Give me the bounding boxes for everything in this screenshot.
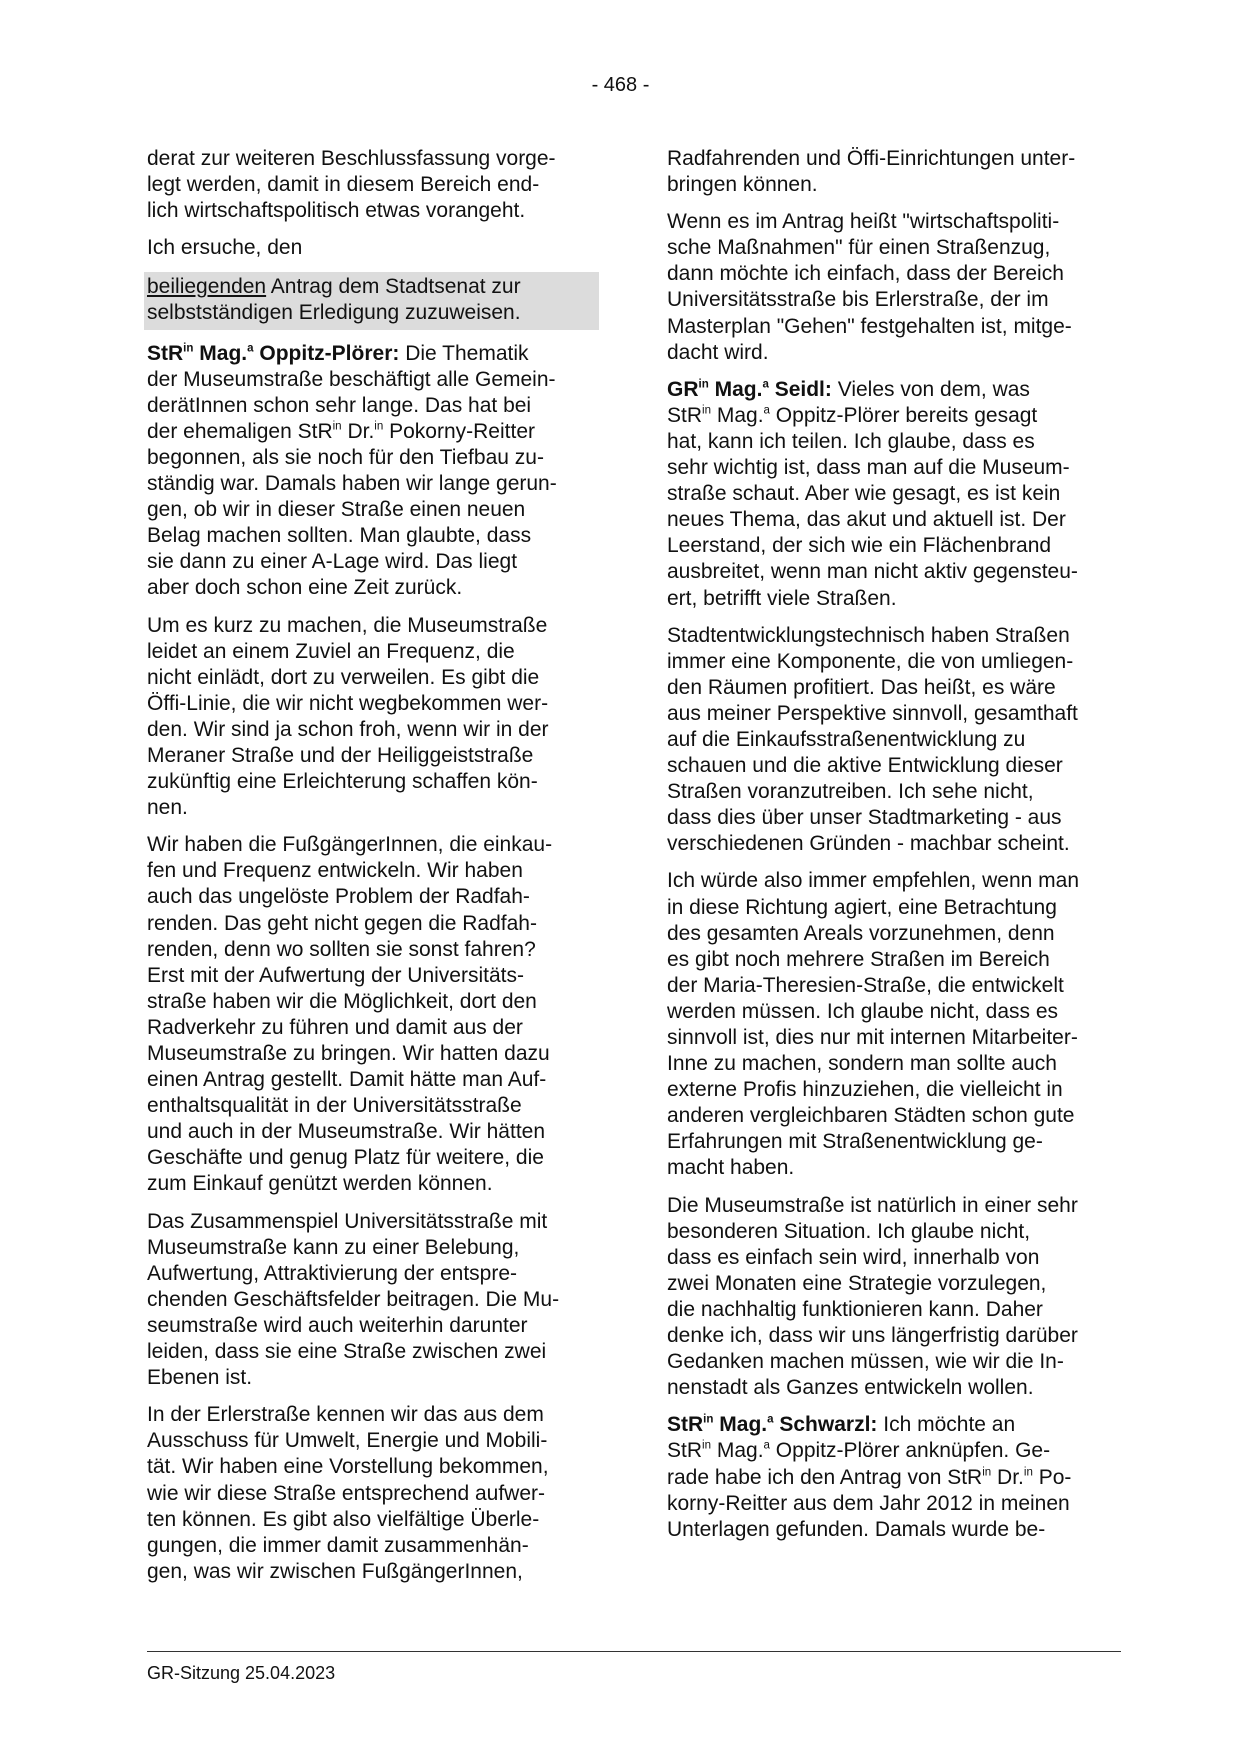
text-line: dann möchte ich einfach, dass der Bereich bbox=[667, 262, 1064, 286]
text-line: in diese Richtung agiert, eine Betrachtung bbox=[667, 895, 1057, 919]
paragraph bbox=[667, 146, 1127, 198]
text-line: sche Maßnahmen" für einen Straßenzug, bbox=[667, 236, 1051, 260]
text-line: renden, denn wo sollten sie sonst fahren? bbox=[147, 937, 536, 961]
text-line: derätInnen schon sehr lange. Das hat bei bbox=[147, 393, 532, 417]
text-line: enthaltsqualität in der Universitätsstraße bbox=[147, 1094, 522, 1118]
text-line: der Maria-Theresien-Straße, die entwickelt bbox=[667, 973, 1064, 997]
text-line: begonnen, als sie noch für den Tiefbau zu- bbox=[147, 445, 544, 469]
text-line: schauen und die aktive Entwicklung dieser bbox=[667, 754, 1063, 778]
text-line: ständig war. Damals haben wir lange gerun- bbox=[147, 472, 557, 496]
text-line: seumstraße wird auch weiterhin darunter bbox=[147, 1313, 528, 1337]
text-line: ten können. Es gibt also vielfältige Überle- bbox=[147, 1507, 540, 1531]
text-line: ert, betrifft viele Straßen. bbox=[667, 586, 897, 610]
footer-divider bbox=[147, 1651, 1121, 1652]
text-line: selbstständigen Erledigung zuzuweisen. bbox=[147, 301, 521, 325]
text-line: StR$^{in}$ Mag.$^a$ Oppitz-Plörer: Die Thematik bbox=[147, 341, 529, 365]
text-line: In der Erlerstraße kennen wir das aus dem bbox=[147, 1403, 544, 1427]
paragraph bbox=[667, 209, 1127, 366]
text-line: nen. bbox=[147, 796, 188, 820]
text-line: der Museumstraße beschäftigt alle Gemein- bbox=[147, 367, 556, 391]
text-line: Universitätsstraße bis Erlerstraße, der im bbox=[667, 288, 1049, 312]
text-line: Öffi-Linie, die wir nicht wegbekommen wer- bbox=[147, 691, 549, 715]
text-line: Wenn es im Antrag heißt "wirtschaftspoliti- bbox=[667, 210, 1060, 234]
text-line: rade habe ich den Antrag von StR$^{in}$ Dr.$^{in}$ Po- bbox=[667, 1465, 1072, 1489]
text-line: Unterlagen gefunden. Damals wurde be- bbox=[667, 1517, 1046, 1541]
text-line: aus meiner Perspektive sinnvoll, gesamthaft bbox=[667, 701, 1078, 725]
text-line: wie wir diese Straße entsprechend aufwer- bbox=[147, 1481, 546, 1505]
text-line: Radverkehr zu führen und damit aus der bbox=[147, 1015, 523, 1039]
text-line: verschiedenen Gründen - machbar scheint. bbox=[667, 832, 1070, 856]
paragraph bbox=[147, 832, 602, 1197]
text-line: externe Profis hinzuziehen, die vielleicht in bbox=[667, 1078, 1063, 1102]
text-line: Belag machen sollten. Man glaubte, dass bbox=[147, 524, 532, 548]
page-number: - 468 - bbox=[591, 74, 650, 96]
text-line: Ich ersuche, den bbox=[147, 236, 303, 260]
footer-session-date: GR-Sitzung 25.04.2023 bbox=[147, 1663, 336, 1683]
text-line: bringen können. bbox=[667, 173, 818, 197]
speaker-name: StR$^{in}$ Mag.$^a$ Oppitz-Plörer: bbox=[147, 341, 400, 365]
text-line: derat zur weiteren Beschlussfassung vorge- bbox=[147, 147, 556, 170]
text-line: StR$^{in}$ Mag.$^a$ Oppitz-Plörer anknüpfen. Ge- bbox=[667, 1439, 1051, 1463]
text-line: Meraner Straße und der Heiliggeiststraße bbox=[147, 743, 534, 767]
text-line: zum Einkauf genützt werden können. bbox=[147, 1172, 493, 1196]
text-line: gen, ob wir in dieser Straße einen neuen bbox=[147, 498, 526, 522]
text-line: legt werden, damit in diesem Bereich end- bbox=[147, 173, 540, 197]
text-line: und auch in der Museumstraße. Wir hätten bbox=[147, 1120, 546, 1144]
speech-paragraph bbox=[667, 377, 1127, 612]
text-line: Ich würde also immer empfehlen, wenn man bbox=[667, 869, 1080, 893]
text-line: besonderen Situation. Ich glaube nicht, bbox=[667, 1219, 1031, 1243]
highlighted-motion bbox=[144, 272, 599, 329]
text-line: Stadtentwicklungstechnisch haben Straßen bbox=[667, 623, 1070, 647]
text-line: dass dies über unser Stadtmarketing - aus bbox=[667, 806, 1062, 830]
text-line: Ausschuss für Umwelt, Energie und Mobili- bbox=[147, 1429, 548, 1453]
text-line: Geschäfte und genug Platz für weitere, die bbox=[147, 1146, 544, 1170]
text-line: Aufwertung, Attraktivierung der entspre- bbox=[147, 1261, 518, 1285]
underlined-word: beiliegenden bbox=[147, 275, 267, 299]
text-line: den. Wir sind ja schon froh, wenn wir in der bbox=[147, 717, 549, 741]
text-line: renden. Das geht nicht gegen die Radfah- bbox=[147, 911, 537, 935]
text-line: chenden Geschäftsfelder beitragen. Die Mu- bbox=[147, 1287, 560, 1311]
text-line: leiden, dass sie eine Straße zwischen zwei bbox=[147, 1340, 547, 1364]
text-line: es gibt noch mehrere Straßen im Bereich bbox=[667, 947, 1050, 971]
paragraph bbox=[147, 1209, 602, 1392]
text-line: macht haben. bbox=[667, 1156, 795, 1180]
text-line: auf die Einkaufsstraßenentwicklung zu bbox=[667, 727, 1026, 751]
paragraph bbox=[147, 235, 602, 261]
text-line: Ebenen ist. bbox=[147, 1366, 253, 1390]
paragraph bbox=[147, 613, 602, 822]
paragraph bbox=[667, 868, 1127, 1181]
text-line: Um es kurz zu machen, die Museumstraße bbox=[147, 613, 548, 637]
text-line: $GR^{in}$ Mag.$^a$ Seidl: Vieles von dem, was bbox=[667, 377, 1030, 401]
speaker-name: $GR^{in}$ Mag.$^a$ Seidl: bbox=[667, 377, 832, 401]
right-column bbox=[667, 146, 1127, 1554]
text-line: fen und Frequenz entwickeln. Wir haben bbox=[147, 859, 523, 883]
text-line: dacht wird. bbox=[667, 340, 769, 364]
text-line: nicht einlädt, dort zu verweilen. Es gibt die bbox=[147, 665, 540, 689]
text-line: zukünftig eine Erleichterung schaffen kön- bbox=[147, 770, 538, 794]
text-line: Das Zusammenspiel Universitätsstraße mit bbox=[147, 1209, 548, 1233]
text-line: tät. Wir haben eine Vorstellung bekommen, bbox=[147, 1455, 549, 1479]
text-line: hat, kann ich teilen. Ich glaube, dass es bbox=[667, 429, 1035, 453]
text-line: den Räumen profitiert. Das heißt, es wäre bbox=[667, 675, 1056, 699]
text-line: gungen, die immer damit zusammenhän- bbox=[147, 1533, 529, 1557]
text-line: Museumstraße zu bringen. Wir hatten dazu bbox=[147, 1042, 550, 1065]
text-line: lich wirtschaftspolitisch etwas vorangeht. bbox=[147, 199, 526, 223]
text-line: denke ich, dass wir uns längerfristig darüber bbox=[667, 1324, 1078, 1348]
text-line: StR$^{in}$ Mag.$^a$ Schwarzl: Ich möchte an bbox=[667, 1413, 1016, 1437]
text-line: straße haben wir die Möglichkeit, dort den bbox=[147, 989, 537, 1013]
text-line: Radfahrenden und Öffi-Einrichtungen unter- bbox=[667, 147, 1076, 170]
text-line: die nachhaltig funktionieren kann. Daher bbox=[667, 1297, 1043, 1321]
text-line: werden müssen. Ich glaube nicht, dass es bbox=[667, 999, 1059, 1023]
text-line: sie dann zu einer A-Lage wird. Das liegt bbox=[147, 550, 518, 574]
text-line: aber doch schon eine Zeit zurück. bbox=[147, 576, 463, 600]
text-line: StR$^{in}$ Mag.$^a$ Oppitz-Plörer bereits gesagt bbox=[667, 403, 1038, 427]
speech-paragraph bbox=[147, 341, 602, 602]
text-line: anderen vergleichbaren Städten schon gute bbox=[667, 1104, 1075, 1128]
text-line: dass es einfach sein wird, innerhalb von bbox=[667, 1245, 1040, 1269]
text-line: sinnvoll ist, dies nur mit internen Mitarbeiter- bbox=[667, 1026, 1078, 1049]
paragraph bbox=[667, 1193, 1127, 1402]
paragraph bbox=[147, 1402, 602, 1585]
paragraph bbox=[667, 623, 1127, 858]
text-line: leidet an einem Zuviel an Frequenz, die bbox=[147, 639, 515, 663]
text-line: Erfahrungen mit Straßenentwicklung ge- bbox=[667, 1130, 1043, 1154]
text-line: korny-Reitter aus dem Jahr 2012 in meinen bbox=[667, 1491, 1070, 1515]
text-line: Erst mit der Aufwertung der Universitäts- bbox=[147, 963, 524, 987]
speaker-name: StR$^{in}$ Mag.$^a$ Schwarzl: bbox=[667, 1413, 878, 1437]
text-line: Leerstand, der sich wie ein Flächenbrand bbox=[667, 534, 1052, 558]
left-column bbox=[147, 146, 602, 1596]
text-line: beiliegenden Antrag dem Stadtsenat zur bbox=[147, 275, 521, 299]
text-line: des gesamten Areals vorzunehmen, denn bbox=[667, 921, 1055, 945]
text-line: Wir haben die FußgängerInnen, die einkau- bbox=[147, 833, 553, 857]
text-line: ausbreitet, wenn man nicht aktiv gegensteu- bbox=[667, 560, 1078, 584]
text-line: zwei Monaten eine Strategie vorzulegen, bbox=[667, 1271, 1047, 1295]
text-line: Masterplan "Gehen" festgehalten ist, mitge- bbox=[667, 314, 1072, 338]
text-line: auch das ungelöste Problem der Radfah- bbox=[147, 885, 530, 909]
speech-paragraph bbox=[667, 1412, 1127, 1542]
paragraph bbox=[147, 146, 602, 224]
text-line: gen, was wir zwischen FußgängerInnen, bbox=[147, 1559, 523, 1583]
text-line: immer eine Komponente, die von umliegen- bbox=[667, 649, 1074, 673]
text-line: Straßen voranzutreiben. Ich sehe nicht, bbox=[667, 780, 1034, 804]
text-line: Inne zu machen, sondern man sollte auch bbox=[667, 1052, 1057, 1076]
text-line: neues Thema, das akut und aktuell ist. Der bbox=[667, 508, 1066, 532]
text-line: straße schaut. Aber wie gesagt, es ist kein bbox=[667, 482, 1061, 506]
text-line: einen Antrag gestellt. Damit hätte man Auf- bbox=[147, 1068, 547, 1092]
text-line: Museumstraße kann zu einer Belebung, bbox=[147, 1235, 520, 1259]
text-line: Gedanken machen müssen, wie wir die In- bbox=[667, 1350, 1064, 1374]
text-line: sehr wichtig ist, dass man auf die Museum- bbox=[667, 456, 1070, 480]
text-line: der ehemaligen StR$^{in}$ Dr.$^{in}$ Pokorny-Reitter bbox=[147, 419, 535, 443]
text-line: nenstadt als Ganzes entwickeln wollen. bbox=[667, 1376, 1034, 1400]
text-line: Die Museumstraße ist natürlich in einer sehr bbox=[667, 1193, 1078, 1217]
